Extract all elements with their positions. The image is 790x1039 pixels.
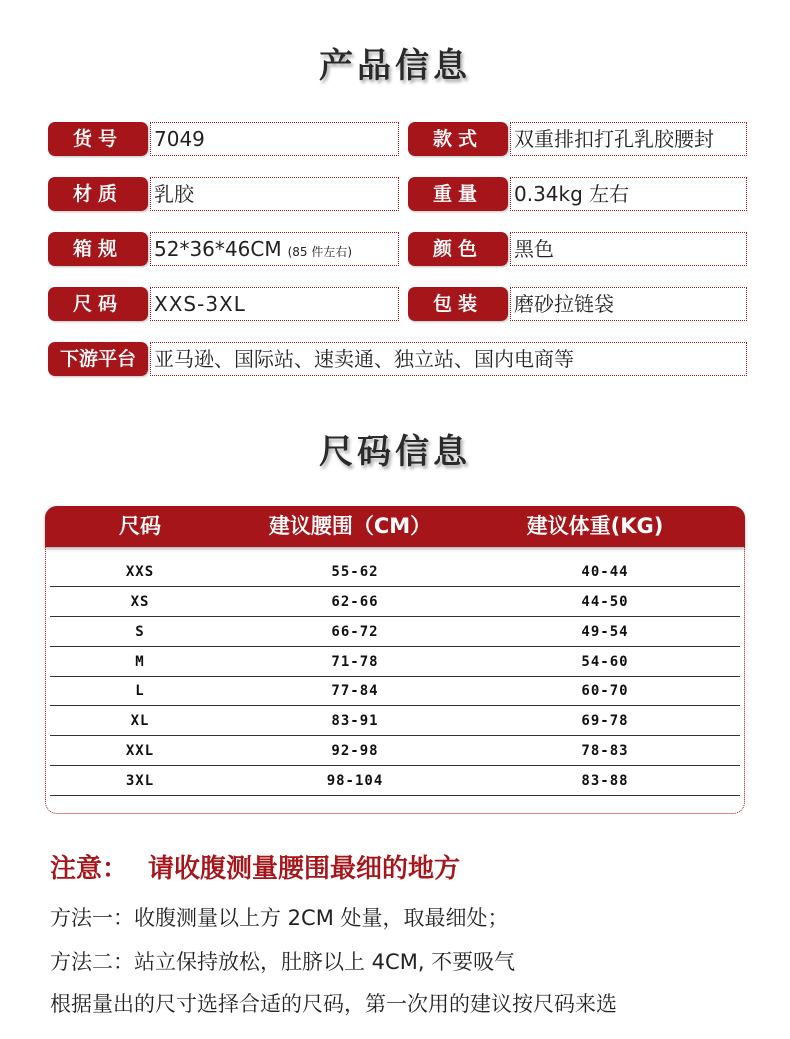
info-row — [48, 177, 748, 211]
cell-weight: 44-50 — [581, 594, 629, 610]
cell-waist: 55-62 — [331, 564, 379, 580]
cell-weight: 40-44 — [581, 564, 629, 580]
carton-spec-label: 箱规 — [48, 232, 148, 266]
cell-size: XS — [130, 594, 150, 610]
table-row — [50, 707, 740, 736]
cell-size: XL — [130, 713, 150, 729]
packaging-label: 包装 — [408, 287, 508, 321]
cell-weight: 54-60 — [581, 654, 629, 670]
note-headline: 请收腹测量腰围最细的地方 — [148, 854, 461, 884]
cell-waist: 66-72 — [331, 624, 379, 640]
size-label: 尺码 — [48, 287, 148, 321]
cell-waist: 83-91 — [331, 713, 379, 729]
table-row — [50, 648, 740, 677]
note-line-1: 方法一：收腹测量以上方 2CM 处量，取最细处； — [50, 906, 509, 930]
info-row — [48, 232, 748, 266]
downstream-platform-value: 亚马逊、国际站、速卖通、独立站、国内电商等 — [150, 342, 747, 376]
cell-waist: 98-104 — [326, 773, 384, 789]
item-number-label: 货号 — [48, 122, 148, 156]
cell-waist: 92-98 — [331, 743, 379, 759]
cell-size: M — [135, 654, 145, 670]
weight-value: 0.34kg 左右 — [510, 177, 747, 211]
weight-label: 重量 — [408, 177, 508, 211]
cell-size: 3XL — [125, 773, 155, 789]
size-table — [45, 506, 745, 814]
style-value: 双重排扣打孔乳胶腰封 — [510, 122, 747, 156]
cell-waist: 77-84 — [331, 683, 379, 699]
cell-size: S — [135, 624, 145, 640]
note-title — [50, 848, 460, 885]
column-header-size: 尺码 — [119, 514, 161, 538]
table-row — [50, 677, 740, 706]
carton-spec-note: (85 件左右) — [287, 245, 353, 259]
cell-weight: 83-88 — [581, 773, 629, 789]
table-row — [50, 767, 740, 796]
color-value: 黑色 — [510, 232, 747, 266]
material-label: 材质 — [48, 177, 148, 211]
cell-weight: 49-54 — [581, 624, 629, 640]
table-row — [50, 558, 740, 587]
size-info-title: 尺码信息 — [319, 432, 471, 472]
cell-weight: 69-78 — [581, 713, 629, 729]
material-value: 乳胶 — [150, 177, 399, 211]
downstream-platform-label: 下游平台 — [48, 342, 148, 376]
note-prefix: 注意： — [50, 854, 129, 884]
info-row — [48, 122, 748, 156]
cell-weight: 78-83 — [581, 743, 629, 759]
size-range-value: XXS-3XL — [150, 287, 399, 321]
cell-size: L — [135, 683, 145, 699]
carton-spec-text: 52*36*46CM — [154, 237, 282, 261]
note-line-3: 根据量出的尺寸选择合适的尺码，第一次用的建议按尺码来选 — [50, 992, 617, 1016]
cell-weight: 60-70 — [581, 683, 629, 699]
style-label: 款式 — [408, 122, 508, 156]
column-header-waist: 建议腰围（CM） — [268, 514, 432, 538]
table-row — [50, 737, 740, 766]
cell-size: XXL — [125, 743, 155, 759]
table-row — [50, 618, 740, 647]
carton-spec-value — [150, 232, 399, 266]
note-line-2: 方法二：站立保持放松，肚脐以上 4CM, 不要吸气 — [50, 950, 516, 974]
info-row — [48, 287, 748, 321]
table-row — [50, 588, 740, 617]
product-info-title: 产品信息 — [319, 46, 471, 86]
item-number-value: 7049 — [150, 122, 399, 156]
cell-size: XXS — [125, 564, 155, 580]
packaging-value: 磨砂拉链袋 — [510, 287, 747, 321]
info-row — [48, 342, 748, 376]
cell-waist: 62-66 — [331, 594, 379, 610]
column-header-weight: 建议体重(KG) — [526, 514, 664, 538]
table-header — [45, 506, 745, 547]
color-label: 颜色 — [408, 232, 508, 266]
cell-waist: 71-78 — [331, 654, 379, 670]
